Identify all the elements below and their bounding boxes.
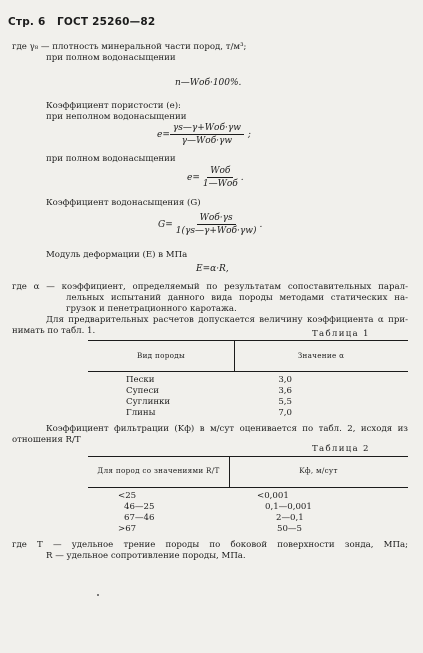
formula-end: . <box>240 172 244 183</box>
table-row-soil: Глины <box>126 408 156 418</box>
table-2-caption: Таблица 2 <box>312 444 370 454</box>
table-2-top-rule <box>88 456 408 457</box>
formula-lhs: e= <box>157 129 170 140</box>
formula-lhs: G= <box>158 219 173 230</box>
saturation-title: Коэффициент водонасыщения (G) <box>46 198 201 208</box>
t-definition: где T — удельное трение породы по боковой поверхности зонда, МПа; <box>12 540 408 550</box>
numerator: Wоб·γs <box>197 213 236 225</box>
formula-end: . <box>259 219 263 230</box>
table-1-header-rule <box>88 371 408 372</box>
page-speck <box>97 594 99 596</box>
table-row-rt: <25 <box>118 491 137 501</box>
table-2-header-rt: Для пород со значениями R/T <box>97 466 220 475</box>
numerator: γs—γ+Wоб·γw <box>170 123 244 135</box>
denominator: γ—Wоб·γw <box>181 136 233 146</box>
table-row-k: <0,001 <box>257 491 289 501</box>
denominator: 1—Wоб <box>202 179 238 189</box>
table-row-rt: 67—46 <box>124 513 155 523</box>
table-row-value: 7,0 <box>278 408 292 418</box>
partial-saturation-label: при неполном водонасыщении <box>46 112 187 122</box>
fraction <box>173 213 260 236</box>
porosity-formula-full <box>187 166 244 189</box>
gost-number: ГОСТ 25260—82 <box>57 16 156 28</box>
formula-end: ; <box>247 129 251 140</box>
table-row-value: 3,0 <box>278 375 292 385</box>
table-row-rt: >67 <box>118 524 137 534</box>
table-row-k: 0,1—0,001 <box>265 502 312 512</box>
table-row-soil: Суглинки <box>126 397 171 407</box>
table-row-value: 5,5 <box>278 397 292 407</box>
table-row-k: 50—5 <box>277 524 302 534</box>
table-1-caption: Таблица 1 <box>312 329 370 339</box>
alpha-def-line-2: лельных испытаний данного вида породы методами статических на- <box>66 293 408 303</box>
numerator: Wоб <box>207 166 233 178</box>
table-row-soil: Супеси <box>126 386 159 396</box>
saturation-formula <box>158 213 262 236</box>
formula-lhs: e= <box>187 172 200 183</box>
fraction <box>200 166 241 189</box>
denominator: 1(γs—γ+Wоб·γw) <box>175 226 257 236</box>
table-row-k: 2—0,1 <box>276 513 304 523</box>
porosity-n-formula: n—Wоб·100%. <box>175 78 242 88</box>
filtration-line-1: Коэффициент фильтрации (Kф) в м/сут оценивается по табл. 2, исходя из <box>46 424 408 434</box>
alpha-def-line-3: грузок и пенетрационного каротажа. <box>66 304 237 314</box>
table-1-top-rule <box>88 340 408 341</box>
porosity-formula-partial <box>157 123 251 146</box>
modulus-title: Модуль деформации (E) в МПа <box>46 250 188 260</box>
prelim-line-2: нимать по табл. 1. <box>12 326 96 336</box>
modulus-formula: E=α·R, <box>196 264 229 274</box>
gamma-definition: где γ₈ — плотность минеральной части пород, т/м³; <box>12 42 247 52</box>
table-2-header-k: Kф, м/сут <box>299 466 338 475</box>
table-2-header-rule <box>88 487 408 488</box>
prelim-line-1: Для предварительных расчетов допускается величину коэффициента α при- <box>46 315 408 325</box>
porosity-title: Коэффициент пористости (e): <box>46 101 181 111</box>
page-number: Стр. 6 <box>8 16 46 28</box>
r-definition: R — удельное сопротивление породы, МПа. <box>46 551 246 561</box>
filtration-line-2: отношения R/T <box>12 435 81 445</box>
table-row-rt: 46—25 <box>124 502 155 512</box>
table-row-value: 3,6 <box>278 386 292 396</box>
table-1-header-soil: Вид породы <box>137 351 185 360</box>
table-row-soil: Пески <box>126 375 155 385</box>
full-saturation-label: при полном водонасыщении <box>46 53 176 63</box>
fraction <box>170 123 244 146</box>
table-1-header-value: Значение α <box>297 351 345 360</box>
alpha-def-line-1: где α — коэффициент, определяемый по результатам сопоставительных парал- <box>12 282 408 292</box>
full-saturation-label-2: при полном водонасыщении <box>46 154 176 164</box>
